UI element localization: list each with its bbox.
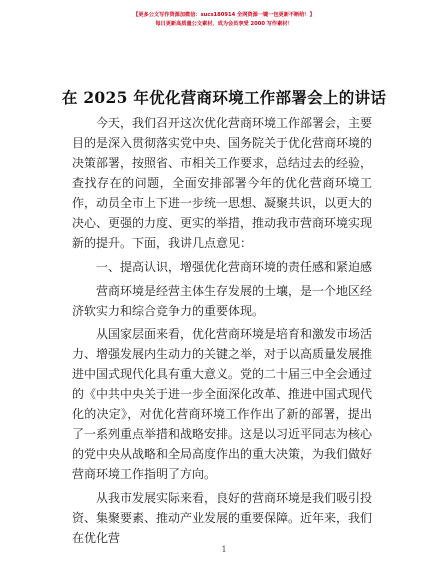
paragraph-4: 从我市发展实际来看，良好的营商环境是我们吸引投资、集聚要素、推动产业发展的重要保障。近年来，我们在优化营 (72, 490, 373, 545)
document-body (72, 113, 372, 551)
paragraph-intro: 今天，我们召开这次优化营商环境工作部署会，主要目的是深入贯彻落实党中央、国务院关于优化营商环境的决策部署，按照省、市相关工作要求，总结过去的经验，查找存在的问题，全面安排部署今年的优化营商环境工作，动员全市上下进一步统一思想、凝聚共识，以更大的决心、更强的力度、更实的举措，推动我市营商环境实现新的提升。下面，我讲几点意见： (72, 116, 373, 250)
paragraph-3: 从国家层面来看，优化营商环境是培育和激发市场活力、增强发展内生动力的关键之举，对于以高质量发展推进中国式现代化具有重大意义。党的二十届三中全会通过的《中共中央关于进一步全面深化改革、推进中国式现代化的决定》，对优化营商环境工作作出了新的部署，提出了一系列重点举措和战略安排。这是以习近平同志为核心的党中央从战略和全局高度作出的重大决策，为我们做好营商环境工作指明了方向。 (72, 327, 373, 482)
paragraph-2: 营商环境是经营主体生存发展的土壤，是一个地区经济软实力和综合竞争力的重要体现。 (72, 283, 373, 318)
document-title: 在 2025 年优化营商环境工作部署会上的讲话 (61, 88, 387, 107)
page-number: 1 (221, 545, 227, 554)
section-heading-1: 一、提高认识，增强优化营商环境的责任感和紧迫感 (96, 259, 373, 274)
promo-banner (0, 11, 448, 29)
promo-banner-line-1: 【更多公文写作资源加微信：sucs180914 全网资源一键一包更新不断给！】 (133, 12, 315, 18)
promo-banner-line-2: 每日更新高质量公文素材，成为会员享受 2000 写作素材！ (155, 21, 293, 27)
